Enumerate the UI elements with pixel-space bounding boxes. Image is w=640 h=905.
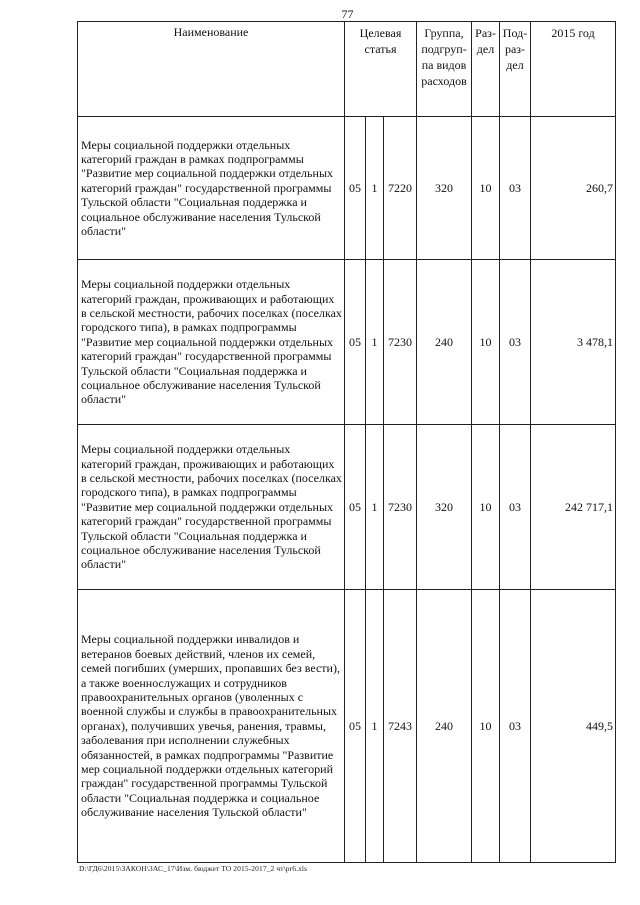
row-group: 240: [417, 260, 472, 425]
row-code-direction: 7220: [384, 117, 417, 260]
row-code-subprogram: 1: [366, 590, 384, 863]
row-code-subprogram: 1: [366, 117, 384, 260]
row-code-program: 05: [345, 425, 366, 590]
footer-file-path: D:\ГД6\2015\ЗАКОН\ЗАС_17\Изм. бюджет ТО 2015-2017_2 чт\pr6.xls: [79, 864, 308, 873]
row-amount: 260,7: [531, 117, 616, 260]
row-code-subprogram: 1: [366, 425, 384, 590]
row-group: 320: [417, 117, 472, 260]
row-code-program: 05: [345, 260, 366, 425]
row-group: 320: [417, 425, 472, 590]
row-amount: 449,5: [531, 590, 616, 863]
header-year: 2015 год: [531, 22, 616, 117]
row-code-program: 05: [345, 590, 366, 863]
header-section: Раз- дел: [472, 22, 500, 117]
table-row: [78, 260, 616, 425]
row-subsection: 03: [500, 117, 531, 260]
row-subsection: 03: [500, 260, 531, 425]
row-section: 10: [472, 260, 500, 425]
row-code-direction: 7230: [384, 260, 417, 425]
table-row: [78, 425, 616, 590]
row-code-program: 05: [345, 117, 366, 260]
row-amount: 242 717,1: [531, 425, 616, 590]
row-name: Меры социальной поддержки отдельных категорий граждан, проживающих и работающих в сельской местности, рабочих поселках (поселках городского типа), в рамках подпрограммы "Развитие мер социальной поддержки отдельных категорий граждан" государственной программы Тульской области "Социальная поддержка и социальное обслуживание населения Тульской области": [78, 425, 345, 590]
header-target-article: Целевая статья: [345, 22, 417, 117]
row-subsection: 03: [500, 425, 531, 590]
header-name: Наименование: [78, 22, 345, 117]
header-row: [78, 22, 616, 117]
row-group: 240: [417, 590, 472, 863]
page-number: 77: [341, 7, 354, 21]
header-group: Группа, подгруп- па видов расходов: [417, 22, 472, 117]
row-subsection: 03: [500, 590, 531, 863]
row-code-direction: 7243: [384, 590, 417, 863]
row-section: 10: [472, 590, 500, 863]
row-code-subprogram: 1: [366, 260, 384, 425]
row-name: Меры социальной поддержки инвалидов и ветеранов боевых действий, членов их семей, семей погибших (умерших, пропавших без вести), а также военнослужащих и сотрудников правоохранительных органов (уволенных с военной службы и службы в правоохранительных органах), получивших увечья, ранения, травмы, заболевания при исполнении служебных обязанностей, в рамках подпрограммы "Развитие мер социальной поддержки отдельных категорий граждан" государственной программы Тульской области "Социальная поддержка и социальное обслуживание населения Тульской области": [78, 590, 345, 863]
table-row: [78, 117, 616, 260]
budget-table: [77, 21, 616, 863]
row-section: 10: [472, 117, 500, 260]
table-row: [78, 590, 616, 863]
row-amount: 3 478,1: [531, 260, 616, 425]
row-name: Меры социальной поддержки отдельных категорий граждан, проживающих и работающих в сельской местности, рабочих поселках (поселках городского типа), в рамках подпрограммы "Развитие мер социальной поддержки отдельных категорий граждан" государственной программы Тульской области "Социальная поддержка и социальное обслуживание населения Тульской области": [78, 260, 345, 425]
row-section: 10: [472, 425, 500, 590]
row-name: Меры социальной поддержки отдельных категорий граждан в рамках подпрограммы "Развитие мер социальной поддержки отдельных категорий граждан" государственной программы Тульской области "Социальная поддержка и социальное обслуживание населения Тульской области": [78, 117, 345, 260]
row-code-direction: 7230: [384, 425, 417, 590]
header-subsection: Под- раз- дел: [500, 22, 531, 117]
